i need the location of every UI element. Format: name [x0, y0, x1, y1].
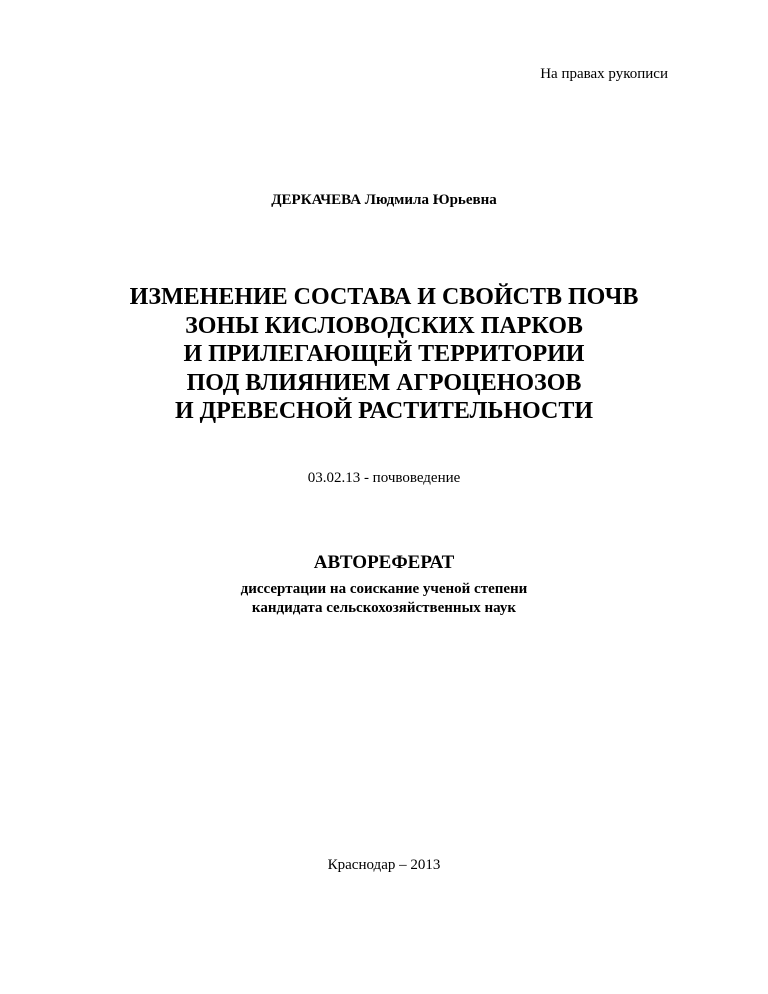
author-name: [0, 192, 768, 209]
title-line: ИЗМЕНЕНИЕ СОСТАВА И СВОЙСТВ ПОЧВ: [129, 284, 639, 310]
abstract-heading: АВТОРЕФЕРАТ: [313, 552, 455, 573]
abstract-subtitle-line: кандидата сельскохозяйственных наук: [251, 600, 517, 616]
city-year: Краснодар – 2013: [327, 857, 441, 873]
title-line: ЗОНЫ КИСЛОВОДСКИХ ПАРКОВ: [185, 312, 583, 339]
manuscript-note: На правах рукописи: [540, 66, 668, 82]
title-line: И ДРЕВЕСНОЙ РАСТИТЕЛЬНОСТИ: [174, 398, 594, 424]
abstract-subtitle-line: диссертации на соискание ученой степени: [240, 581, 528, 597]
author-surname: ДЕРКАЧЕВА: [271, 192, 362, 208]
specialty-code: 03.02.13 - почвоведение: [307, 470, 461, 486]
title-line: И ПРИЛЕГАЮЩЕЙ ТЕРРИТОРИИ: [183, 341, 585, 367]
title-line: ПОД ВЛИЯНИЕМ АГРОЦЕНОЗОВ: [186, 369, 582, 396]
abstract-subtitle: [0, 580, 768, 618]
author-given-names: Людмила Юрьевна: [364, 192, 497, 208]
dissertation-title: [0, 283, 768, 426]
